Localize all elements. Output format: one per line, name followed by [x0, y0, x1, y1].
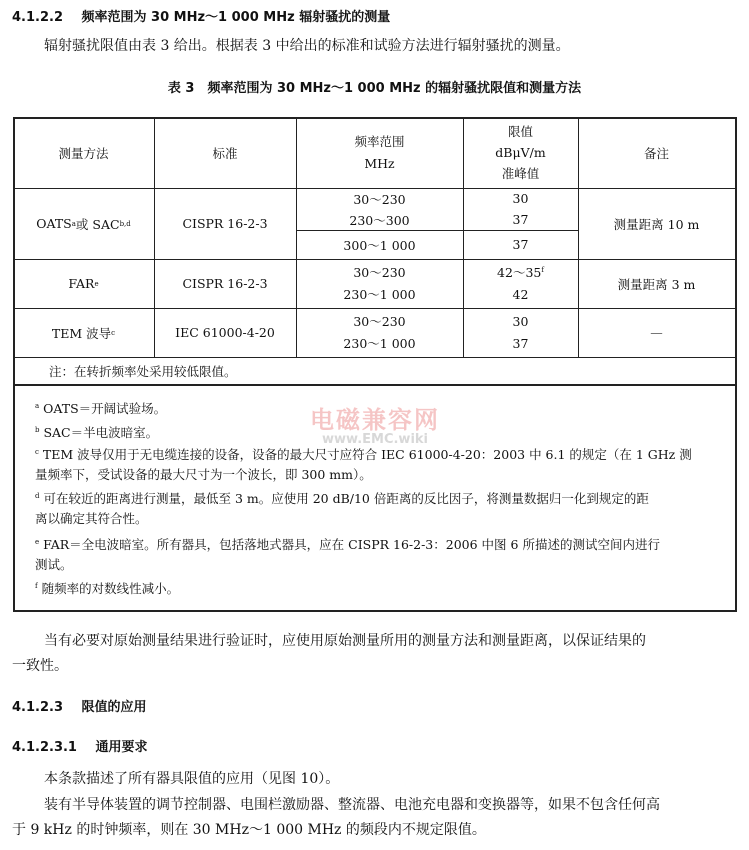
header-frequency: 频率范围 MHz — [354, 133, 405, 171]
table-row-far-remark: 测量距离 3 m — [617, 276, 696, 292]
footnote-e: $^e$ FAR＝全电波暗室。所有器具，包括落地式器具，应在 CISPR 16-2-3：2006 中图 6 所描述的测试空间内进行 测试。 — [35, 537, 660, 572]
footnote-f: $^f$ 随频率的对数线性减小。 — [35, 581, 180, 596]
table-row-tem-standard: IEC 61000-4-20 — [175, 325, 275, 340]
table-row-tem-limit: 30 37 — [512, 313, 529, 351]
footnote-d: $^d$ 可在较近的距离进行测量，最低至 3 m。应使用 20 dB/10 倍距离的反比因子，将测量数据归一化到规定的距 离以确定其符合性。 — [35, 491, 649, 526]
verify-paragraph-line2: 一致性。 — [12, 658, 68, 674]
table-row-oats-standard: CISPR 16-2-3 — [182, 216, 268, 231]
general-paragraph: 本条款描述了所有器具限值的应用（见图 10）。 — [44, 771, 340, 787]
header-remark: 备注 — [643, 145, 669, 161]
footnote-c: $^c$ TEM 波导仅用于无电缆连接的设备，设备的最大尺寸应符合 IEC 61000-4-20：2003 中 6.1 的规定（在 1 GHz 测 量频率下，受试设备的最大尺寸为一个波长，即 300 mm）。 — [35, 447, 692, 482]
table-note: 注：在转折频率处采用较低限值。 — [49, 364, 237, 379]
watermark-url: www.EMC.wiki — [322, 432, 428, 447]
table-cell-freq: 30～230 — [353, 191, 406, 207]
table-caption: 表 3 频率范围为 30 MHz～1 000 MHz 的辐射骚扰限值和测量方法 — [167, 81, 582, 96]
section-number: 4.1.2.2 — [12, 10, 63, 25]
table-cell-limit: 30 — [512, 191, 529, 206]
table-cell-freq: 230～300 — [349, 212, 410, 228]
table-row-oats-method: OATS a 或 SAC b,d — [36, 216, 131, 232]
watermark-logo: 电磁兼容网 — [310, 406, 440, 434]
section-title: 频率范围为 30 MHz～1 000 MHz 辐射骚扰的测量 — [81, 10, 391, 25]
semi-paragraph-line2: 于 9 kHz 的时钟频率，则在 30 MHz～1 000 MHz 的频段内不规定限值。 — [12, 822, 486, 838]
table-row-tem-freq: 30～230 230～1 000 — [343, 313, 416, 351]
table-cell-freq: 300～1 000 — [343, 237, 416, 253]
table-row-tem-method: TEM 波导 c — [51, 325, 116, 341]
limits-table — [13, 117, 737, 612]
table-row-oats-remark: 测量距离 10 m — [613, 216, 700, 232]
intro-paragraph: 辐射骚扰限值由表 3 给出。根据表 3 中给出的标准和试验方法进行辐射骚扰的测量。 — [44, 38, 570, 54]
table-row-far-method: FAR e — [68, 276, 99, 291]
footnote-b: $^b$ SAC＝半电波暗室。 — [35, 425, 159, 440]
table-row-far-limit: 42～35$^f$ 42 — [497, 264, 544, 302]
section-heading: 4.1.2.3 限值的应用 — [12, 700, 147, 715]
table-cell-limit: 37 — [512, 237, 529, 252]
verify-paragraph-line1: 当有必要对原始测量结果进行验证时，应使用原始测量所用的测量方法和测量距离，以保证结果的 — [44, 633, 646, 649]
table-row-far-standard: CISPR 16-2-3 — [182, 276, 268, 291]
semi-paragraph-line1: 装有半导体装置的调节控制器、电围栏激励器、整流器、电池充电器和变换器等，如果不包含任何高 — [44, 797, 660, 813]
table-row-far-freq: 30～230 230～1 000 — [343, 264, 416, 302]
header-method: 测量方法 — [58, 145, 109, 161]
footnote-a: $^a$ OATS＝开阔试验场。 — [35, 401, 167, 416]
header-limit: 限值 dBμV/m 准峰值 — [495, 124, 546, 181]
table-row-tem-remark: — — [650, 325, 663, 340]
header-standard: 标准 — [212, 145, 238, 161]
table-cell-limit: 37 — [512, 212, 529, 227]
section-heading: 4.1.2.3.1 通用要求 — [12, 740, 148, 755]
section-heading — [12, 6, 390, 25]
